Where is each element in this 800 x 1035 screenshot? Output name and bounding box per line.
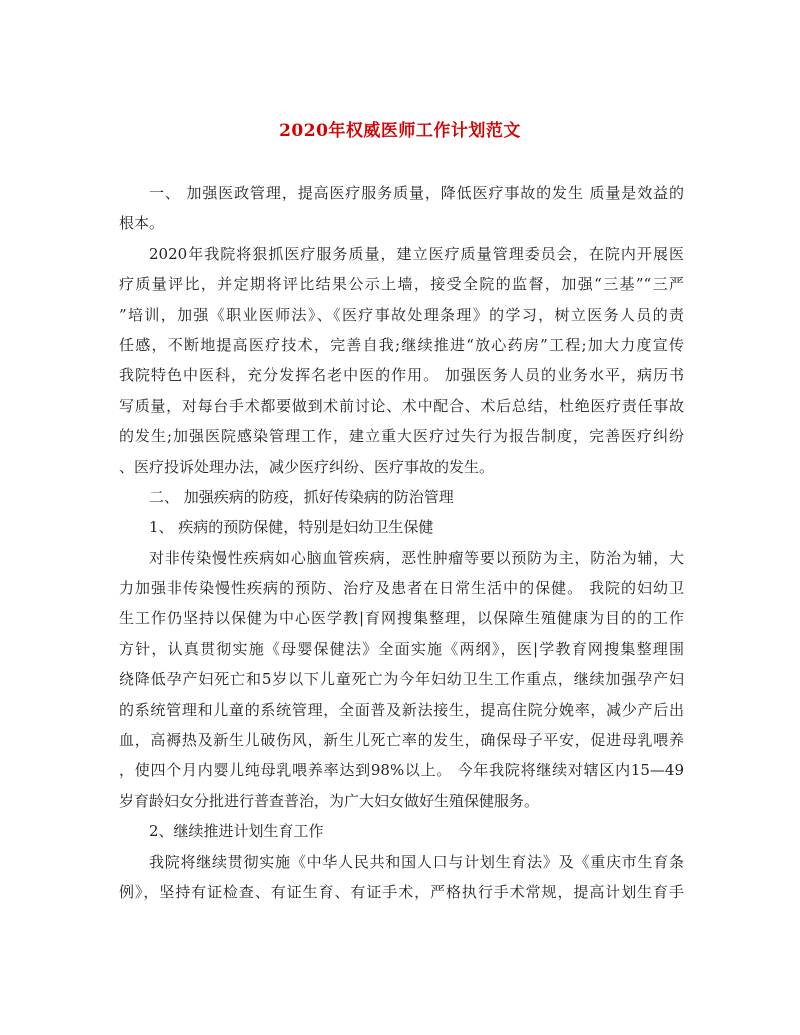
text-line: 岁育龄妇女分批进行普查普治，为广大妇女做好生殖保健服务。: [119, 791, 540, 810]
page-title: 2020年权威医师工作计划范文: [279, 121, 521, 141]
text-line: ”培训，加强《职业医师法》、《医疗事故处理条理》的学习，树立医务人员的责: [119, 305, 684, 324]
text-line: 力加强非传染慢性疾病的预防、治疗及患者在日常生活中的保健。 我院的妇幼卫: [119, 579, 684, 598]
text-line: 方针，认真贯彻实施《母婴保健法》全面实施《两纲》，医|学教育网搜集整理围: [119, 639, 684, 658]
text-line: 2、继续推进计划生育工作: [149, 822, 324, 841]
text-line: 对非传染慢性疾病如心脑血管疾病，恶性肿瘤等要以预防为主，防治为辅，大: [149, 548, 684, 567]
text-line: 例》，坚持有证检查、有证生育、有证手术，严格执行手术常规，提高计划生育手: [119, 882, 684, 901]
text-line: 1、 疾病的预防保健，特别是妇幼卫生保健: [149, 518, 434, 537]
text-line: 写质量，对每台手术都要做到术前讨论、术中配合、术后总结，杜绝医疗责任事故: [119, 396, 684, 415]
text-line: 一、 加强医政管理，提高医疗服务质量，降低医疗事故的发生 质量是效益的: [149, 184, 684, 202]
text-line: 疗质量评比，并定期将评比结果公示上墙，接受全院的监督，加强“三基”“三严: [119, 275, 684, 294]
text-line: 二、 加强疾病的防疫，抓好传染病的防治管理: [149, 487, 454, 506]
text-line: 的发生;加强医院感染管理工作，建立重大医疗过失行为报告制度，完善医疗纠纷: [119, 427, 684, 446]
text-line: 任感，不断地提高医疗技术，完善自我;继续推进“放心药房”工程;加大力度宣传: [119, 335, 684, 354]
text-line: 血，高褥热及新生儿破伤风，新生儿死亡率的发生，确保母子平安，促进母乳喂养: [119, 731, 684, 750]
text-line: 的系统管理和儿童的系统管理，全面普及新法接生，提高住院分娩率，减少产后出: [119, 700, 684, 719]
text-line: 我院将继续贯彻实施《中华人民共和国人口与计划生育法》及《重庆市生育条: [149, 852, 684, 871]
document-body: [119, 178, 684, 907]
text-line: 2020年我院将狠抓医疗服务质量，建立医疗质量管理委员会，在院内开展医: [149, 244, 684, 263]
text-line: 、医疗投诉处理办法，减少医疗纠纷、医疗事故的发生。: [119, 457, 495, 476]
text-line: ，使四个月内婴儿纯母乳喂养率达到98%以上。 今年我院将继续对辖区内15—49: [119, 761, 684, 780]
text-line: 绕降低孕产妇死亡和5岁以下儿童死亡为今年妇幼卫生工作重点，继续加强孕产妇: [119, 670, 684, 689]
text-line: 根本。: [119, 214, 165, 233]
text-line: 生工作仍坚持以保健为中心医学教|育网搜集整理，以保障生殖健康为目的的工作: [119, 609, 684, 628]
text-line: 我院特色中医科，充分发挥名老中医的作用。 加强医务人员的业务水平，病历书: [119, 366, 684, 385]
